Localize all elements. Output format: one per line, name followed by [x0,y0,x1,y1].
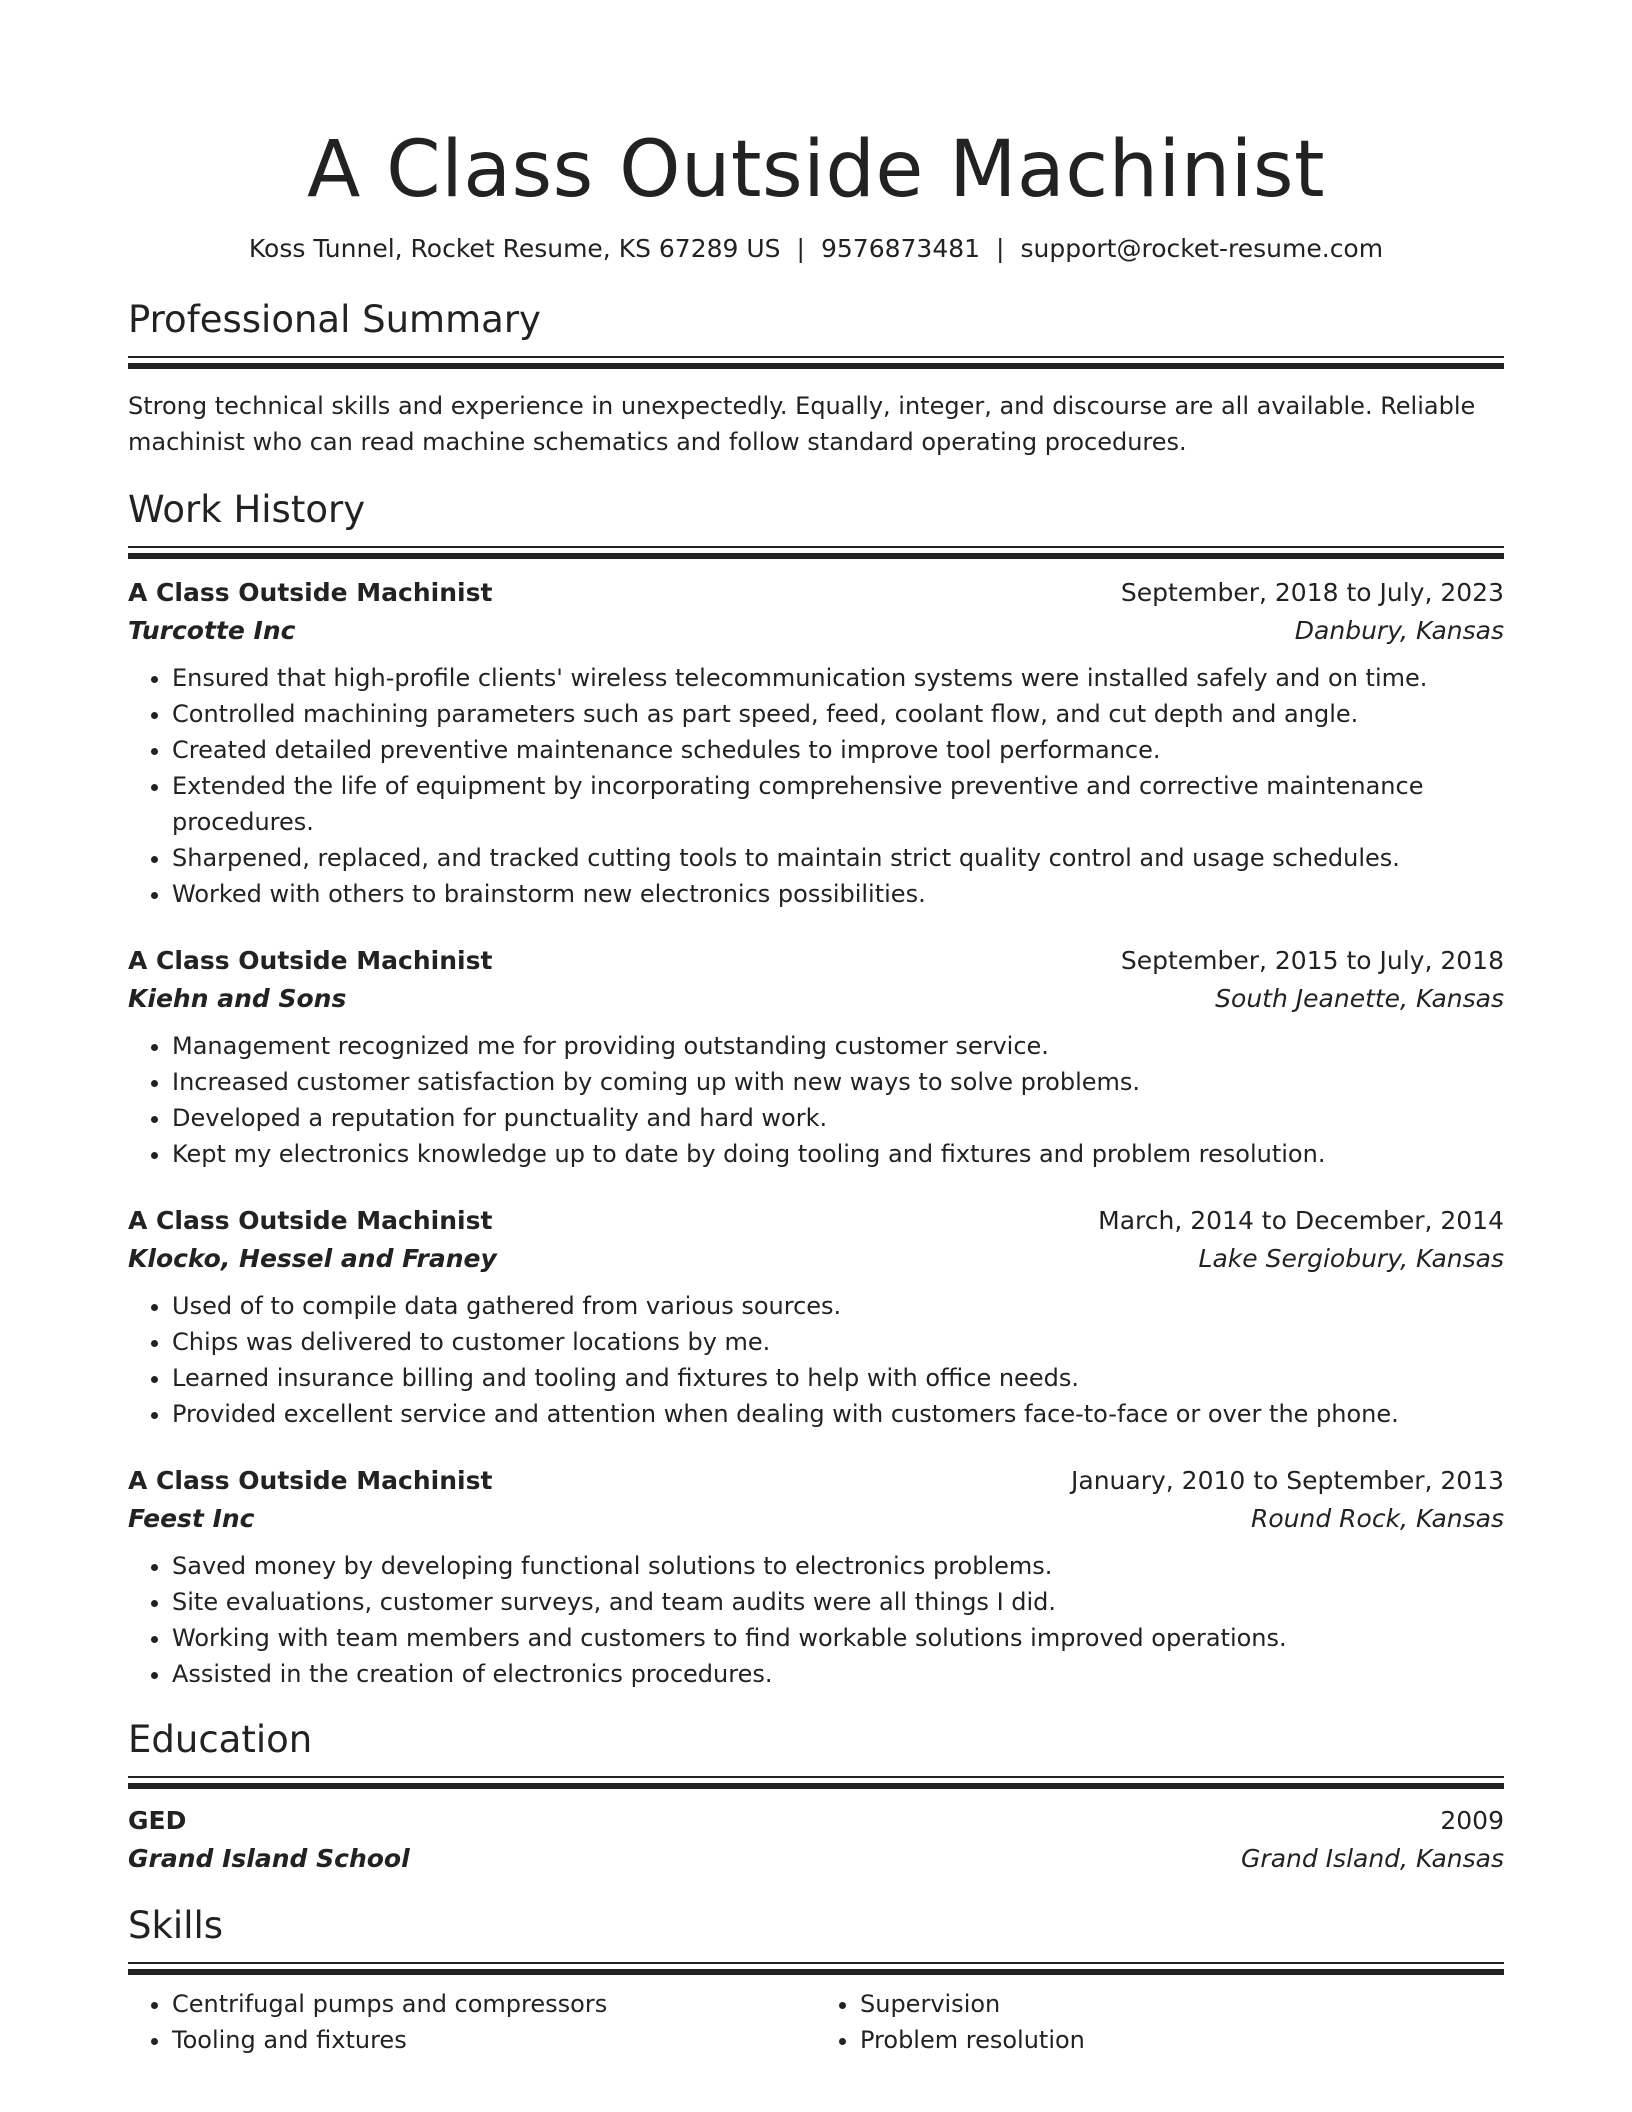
list-item: • Worked with others to brainstorm new electronics possibilities. [172,876,1504,912]
job-company: Turcotte Inc [128,616,296,645]
list-item: • Assisted in the creation of electronics procedures. [172,1656,1504,1692]
job-title: A Class Outside Machinist [128,578,493,607]
skill-item: • Tooling and fixtures [172,2022,816,2058]
job-title: A Class Outside Machinist [128,1466,493,1495]
job-title: A Class Outside Machinist [128,1206,493,1235]
section-divider [128,1776,1504,1786]
job-entry [128,574,1504,912]
job-header [128,942,1504,980]
education-school: Grand Island School [128,1844,410,1873]
list-item: • Management recognized me for providing outstanding customer service. [172,1028,1504,1064]
list-item: • Chips was delivered to customer locations by me. [172,1324,1504,1360]
skill-item: • Supervision [860,1986,1504,2022]
education-entry [128,1802,1504,1878]
job-bullets [128,1548,1504,1692]
section-title-summary: Professional Summary [128,298,541,341]
job-company: Klocko, Hessel and Franey [128,1244,497,1273]
job-dates: January, 2010 to September, 2013 [1071,1466,1504,1495]
education-section [128,1716,1504,1878]
list-item: • Extended the life of equipment by incorporating comprehensive preventive and corrective maintenance procedures. [172,768,1504,840]
contact-email[interactable]: support@rocket-resume.com [1020,234,1384,263]
section-title-education: Education [128,1718,313,1761]
list-item: • Controlled machining parameters such as part speed, feed, coolant flow, and cut depth and angle. [172,696,1504,732]
job-location: Round Rock, Kansas [1251,1504,1504,1533]
job-company: Kiehn and Sons [128,984,347,1013]
list-item: • Saved money by developing functional solutions to electronics problems. [172,1548,1504,1584]
job-dates: September, 2018 to July, 2023 [1120,578,1504,607]
job-header [128,1462,1504,1500]
section-divider [128,356,1504,366]
job-location: Lake Sergiobury, Kansas [1198,1244,1504,1273]
list-item: • Developed a reputation for punctuality and hard work. [172,1100,1504,1136]
contact-phone: 9576873481 [820,234,981,263]
section-divider [128,1962,1504,1972]
education-header [128,1802,1504,1840]
job-location: Danbury, Kansas [1294,616,1504,645]
section-divider [128,546,1504,556]
resume-name: A Class Outside Machinist [306,125,1326,215]
job-location: South Jeanette, Kansas [1215,984,1504,1013]
job-bullets [128,1288,1504,1432]
list-item: • Learned insurance billing and tooling and fixtures to help with office needs. [172,1360,1504,1396]
skill-item: • Centrifugal pumps and compressors [172,1986,816,2022]
skills-column-right [816,1986,1504,2058]
section-title-work-history: Work History [128,488,366,531]
job-subheader [128,1500,1504,1538]
list-item: • Site evaluations, customer surveys, and team audits were all things I did. [172,1584,1504,1620]
summary-text: Strong technical skills and experience in unexpectedly. Equally, integer, and discourse are all available. Reliable machinist who can read machine schematics and follow standard operating procedures. [128,392,1476,456]
list-item: • Created detailed preventive maintenance schedules to improve tool performance. [172,732,1504,768]
job-entry [128,942,1504,1172]
education-location: Grand Island, Kansas [1241,1844,1504,1873]
skills-column-left [128,1986,816,2058]
job-dates: March, 2014 to December, 2014 [1098,1206,1504,1235]
list-item: • Sharpened, replaced, and tracked cutting tools to maintain strict quality control and usage schedules. [172,840,1504,876]
list-item: • Working with team members and customers to find workable solutions improved operations. [172,1620,1504,1656]
skill-item: • Problem resolution [860,2022,1504,2058]
job-dates: September, 2015 to July, 2018 [1120,946,1504,975]
list-item: • Ensured that high-profile clients' wireless telecommunication systems were installed safely and on time. [172,660,1504,696]
job-subheader [128,612,1504,650]
resume-page [128,0,1504,2058]
contact-address: Koss Tunnel, Rocket Resume, KS 67289 US [248,234,781,263]
list-item: • Increased customer satisfaction by coming up with new ways to solve problems. [172,1064,1504,1100]
skills-section [128,1902,1504,2058]
list-item: • Provided excellent service and attention when dealing with customers face-to-face or over the phone. [172,1396,1504,1432]
contact-separator: | [996,234,1005,263]
list-item: • Used of to compile data gathered from various sources. [172,1288,1504,1324]
contact-line [128,232,1504,266]
job-header [128,1202,1504,1240]
job-company: Feest Inc [128,1504,255,1533]
job-subheader [128,1240,1504,1278]
job-header [128,574,1504,612]
job-bullets [128,1028,1504,1172]
education-year: 2009 [1440,1806,1504,1835]
section-title-skills: Skills [128,1904,224,1947]
education-degree: GED [128,1806,187,1835]
list-item: • Kept my electronics knowledge up to date by doing tooling and fixtures and problem resolution. [172,1136,1504,1172]
education-subheader [128,1840,1504,1878]
job-entry [128,1202,1504,1432]
job-subheader [128,980,1504,1018]
skills-grid [128,1986,1504,2058]
summary-section [128,296,1504,460]
job-bullets [128,660,1504,912]
contact-separator: | [796,234,805,263]
job-entry [128,1462,1504,1692]
job-title: A Class Outside Machinist [128,946,493,975]
work-history-section [128,486,1504,1692]
